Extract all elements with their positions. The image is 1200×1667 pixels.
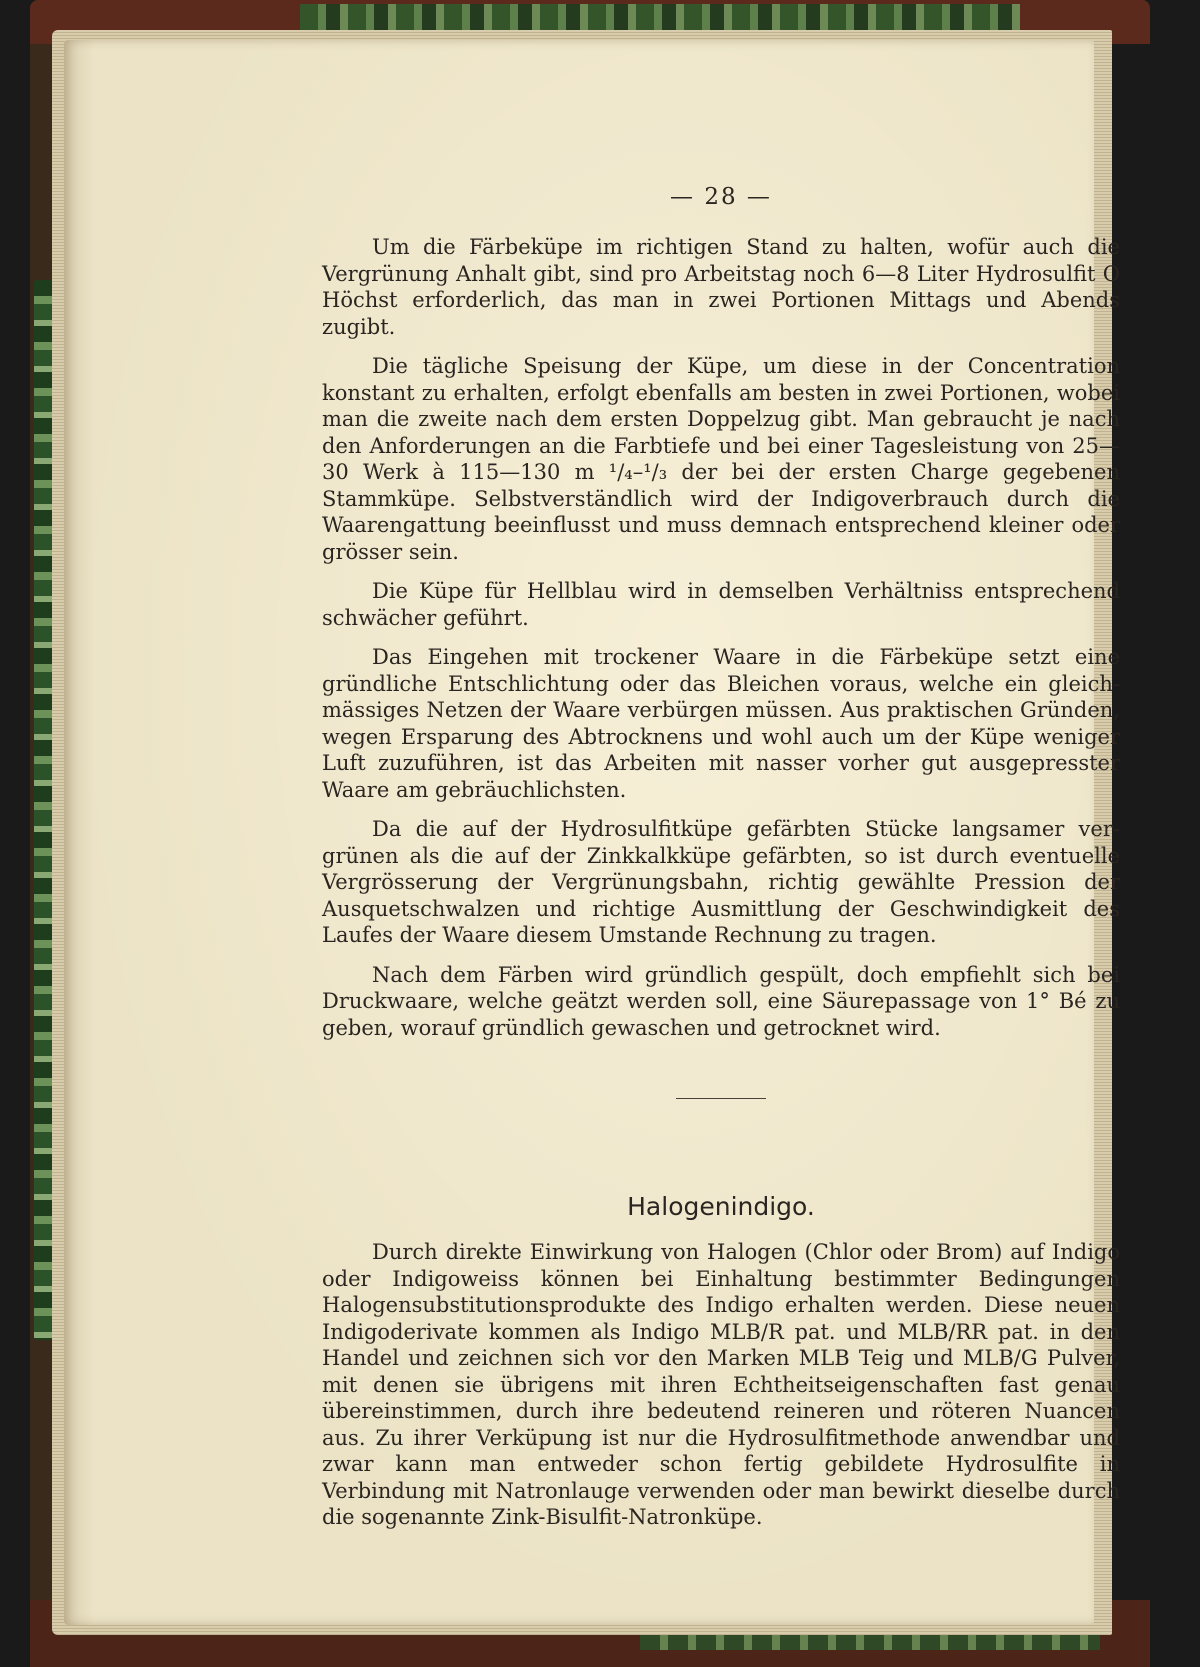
- paragraph: Die Küpe für Hellblau wird in demselben Verhältniss entsprechend schwächer geführt.: [322, 579, 1120, 630]
- section-title: Halogenindigo.: [627, 1192, 815, 1221]
- section-paragraph: Durch direkte Einwirkung von Halogen (Chlor oder Brom) auf Indigo oder Indigoweiss können bei Einhaltung bestimmter Bedingungen Halogensubstitutionsprodukte des Indigo erhalten werden. Diese neuen Indigoderivate kommen als Indigo MLB/R pat. und MLB/RR pat. in den Handel und zeichnen sich vor den Marken MLB Teig und MLB/G Pulver, mit denen sie übrigens mit ihren Echtheitseigenschaften fast genau übereinstimmen, durch ihre bedeutend reineren und röteren Nuancen aus. Zu ihrer Verküpung ist nur die Hydrosulfitmethode anwendbar und zwar kann man entweder schon fertig gebildete Hydrosulfite in Verbindung mit Natronlauge verwenden oder man bewirkt dieselbe durch die sogenannte Zink-Bisulfit-Natronküpe.: [322, 1240, 1120, 1529]
- paper-page: [64, 40, 1120, 1625]
- paragraph: Das Eingehen mit trockener Waare in die Färbeküpe setzt eine gründliche Entschlichtung oder das Bleichen voraus, welche ein gleichmässiges Netzen der Waare verbürgen müssen. Aus praktischen Gründen, wegen Ersparung des Abtrocknens und wohl auch um der Küpe weniger Luft zuzuführen, ist das Arbeiten mit nasser vorher gut ausgepresster Waare am gebräuchlichsten.: [322, 645, 1120, 802]
- paragraph: Um die Färbeküpe im richtigen Stand zu halten, wofür auch die Vergrünung Anhalt gibt, sind pro Arbeitstag noch 6—8 Liter Hydrosulfit O Höchst erforderlich, das man in zwei Portionen Mittags und Abends zugibt.: [322, 235, 1120, 339]
- section-halogenindigo: [322, 1192, 1120, 1531]
- paragraph: Nach dem Färben wird gründlich gespült, doch empfiehlt sich bei Druckwaare, welche geätzt werden soll, eine Säurepassage von 1° Bé zu geben, worauf gründlich gewaschen und getrocknet wird.: [322, 962, 1120, 1040]
- paragraph: Die tägliche Speisung der Küpe, um diese in der Concentration konstant zu erhalten, erfolgt ebenfalls am besten in zwei Portionen, wobei man die zweite nach dem ersten Doppelzug gibt. Man gebraucht je nach den Anforderungen an die Farbtiefe und bei einer Tagesleistung von 25—30 Werk à 115—130 m ¹/₄–¹/₃ der bei der ersten Charge gegebenen Stammküpe. Selbstverständlich wird der Indigoverbrauch durch die Waarengattung beeinflusst und muss demnach entsprechend kleiner oder grösser sein.: [322, 354, 1120, 564]
- page-number: — 28 —: [670, 184, 772, 210]
- body-text: [322, 234, 1120, 1054]
- section-divider: [676, 1098, 766, 1099]
- marbled-cover-top: [300, 4, 1020, 30]
- paragraph: Da die auf der Hydrosulfitküpe gefärbten Stücke langsamer vergrünen als die auf der Zinkkalkküpe gefärbten, so ist durch eventuelle Vergrösserung der Vergrünungsbahn, richtig gewählte Pression der Ausquetschwalzen und richtige Ausmittlung der Geschwindigkeit des Laufes der Waare diesem Umstande Rechnung zu tragen.: [322, 817, 1120, 947]
